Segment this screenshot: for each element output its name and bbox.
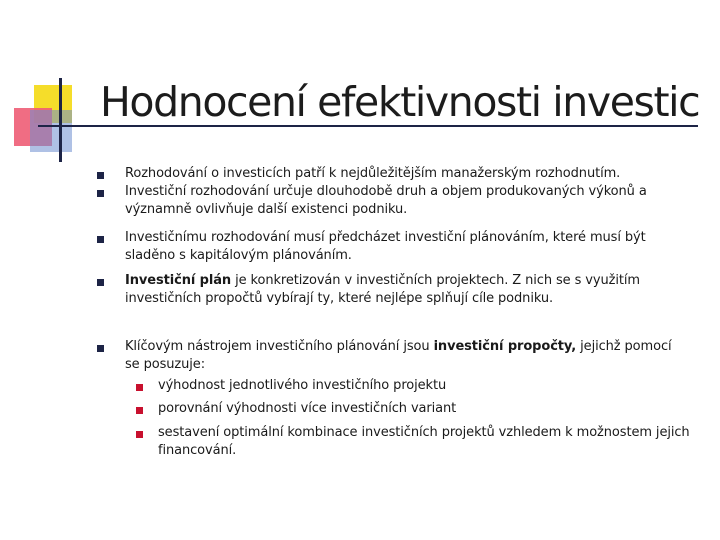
bullet-text-3: Investičnímu rozhodování musí předcházet investiční plánováním, které musí být sladěno s kapitálovým plánováním. xyxy=(125,230,646,263)
bullet-marker xyxy=(97,345,104,352)
bullet-text-4: je konkretizován v investičních projektech. Z nich se s využitím investičních propočtů vybírají ty, které nejlépe splňují cíle podniku. xyxy=(125,273,640,306)
bullet-text-1: Rozhodování o investicích patří k nejdůležitějším manažerským rozhodnutím. xyxy=(125,166,621,181)
bullet-marker xyxy=(97,172,104,179)
bullet-text xyxy=(125,338,685,374)
bullet-marker xyxy=(97,279,104,286)
bullet-text-5: Klíčovým nástrojem investičního plánování jsou xyxy=(125,339,434,354)
sub-bullet-text: porovnání výhodnosti více investičních variant xyxy=(158,401,457,416)
bullet-bold-term: Investiční plán xyxy=(125,273,232,288)
bullet-text xyxy=(125,183,685,219)
decor-blue-square xyxy=(30,110,72,152)
sub-bullet-marker xyxy=(136,384,143,391)
slide-title: Hodnocení efektivnosti investic xyxy=(100,78,700,126)
sub-bullet-text: výhodnost jednotlivého investičního projektu xyxy=(158,378,447,393)
bullet-marker xyxy=(97,190,104,197)
bullet-marker xyxy=(97,236,104,243)
sub-bullet-text: sestavení optimální kombinace investičních projektů vzhledem k možnostem jejich financování. xyxy=(158,425,690,458)
bullet-text xyxy=(125,229,685,265)
bullet-text xyxy=(125,272,685,308)
bullet-bold-term: investiční propočty, xyxy=(433,339,577,354)
decor-vertical-line xyxy=(59,78,62,162)
sub-bullet-marker xyxy=(136,407,143,414)
bullet-text-5-after: jejichž pomocí se posuzuje: xyxy=(125,339,672,372)
sub-bullet-marker xyxy=(136,431,143,438)
bullet-text xyxy=(125,165,685,183)
bullet-text-2: Investiční rozhodování určuje dlouhodobě druh a objem produkovaných výkonů a významně ovlivňuje další existenci podniku. xyxy=(125,184,647,217)
